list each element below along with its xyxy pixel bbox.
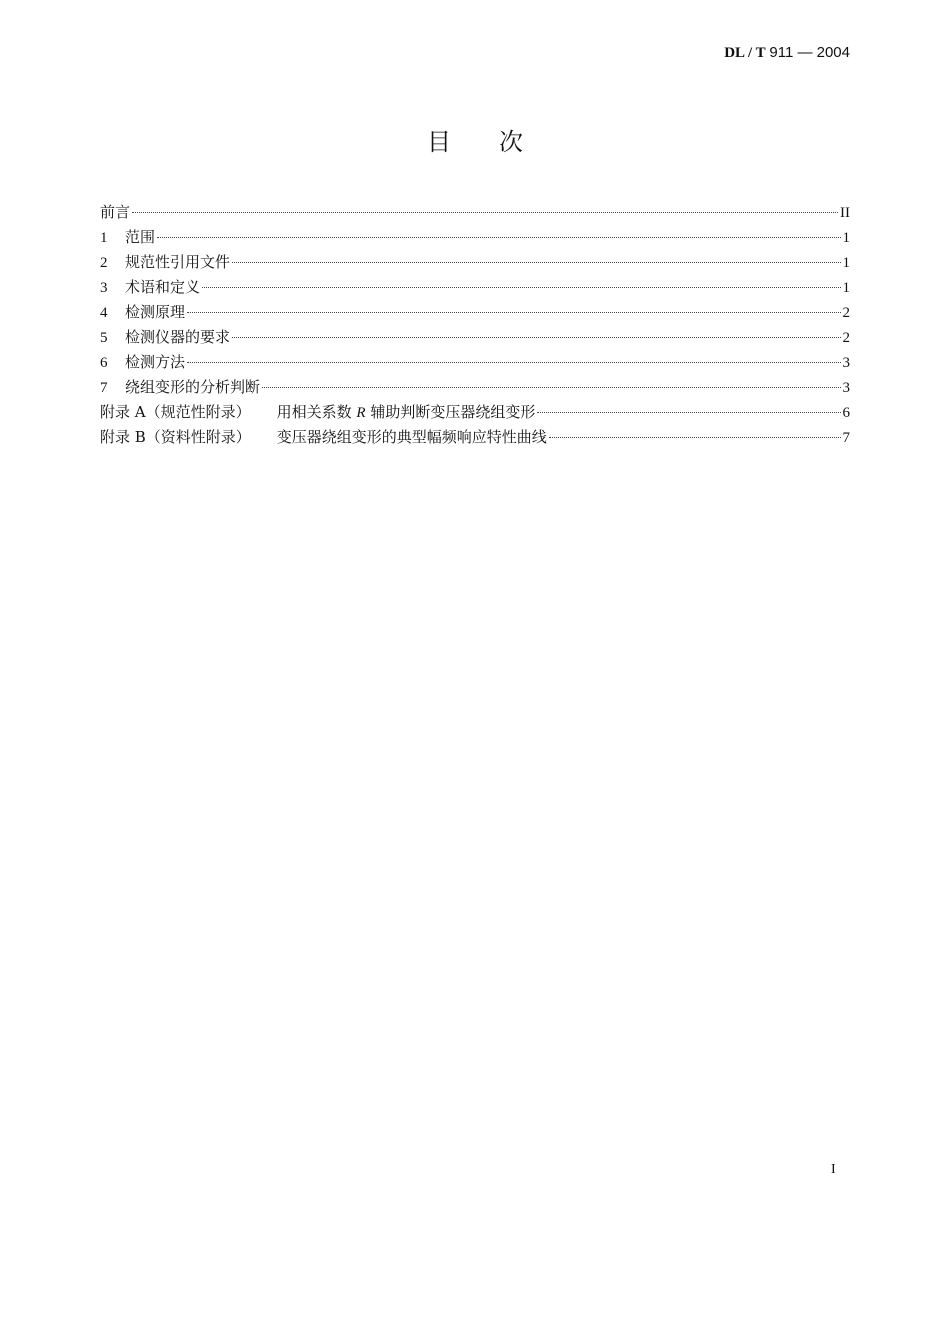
toc-section-number: 4 <box>100 305 108 321</box>
toc-entry-label: 用相关系数 <box>276 403 357 421</box>
toc-entry-label: 绕组变形的分析判断 <box>125 378 261 396</box>
document-code <box>724 44 850 62</box>
toc-page-number: 3 <box>842 355 850 371</box>
toc-entry-appendix-a[interactable] <box>100 402 850 427</box>
toc-section-number: 6 <box>100 355 108 371</box>
toc-page-number: 2 <box>842 305 850 321</box>
document-code-prefix: DL / T <box>724 45 766 61</box>
toc-section-number: 2 <box>100 255 108 271</box>
toc-dot-leader <box>157 236 840 238</box>
toc-page-number: 3 <box>842 380 850 396</box>
toc-page-number: 1 <box>842 230 850 246</box>
toc-page-number: 6 <box>842 405 850 421</box>
toc-entry-label: 检测仪器的要求 <box>125 328 231 346</box>
toc-dot-leader <box>187 361 840 363</box>
toc-section-number: 1 <box>100 230 108 246</box>
toc-page-number: II <box>840 205 850 221</box>
toc-entry-label-tail: 辅助判断变压器绕组变形 <box>365 403 536 421</box>
toc-entry-label: 变压器绕组变形的典型幅频响应特性曲线 <box>276 428 547 446</box>
toc-entry-7[interactable] <box>100 377 850 402</box>
toc-dot-leader <box>537 411 840 413</box>
table-of-contents <box>100 202 850 452</box>
toc-page-number: 1 <box>842 280 850 296</box>
toc-dot-leader <box>232 261 840 263</box>
toc-appendix-label: 附录 A（规范性附录） <box>100 403 251 421</box>
toc-entry-label: 前言 <box>100 203 131 221</box>
toc-entry-3[interactable] <box>100 277 850 302</box>
toc-appendix-label: 附录 B（资料性附录） <box>100 428 251 446</box>
toc-entry-label: 检测方法 <box>125 353 186 371</box>
toc-dot-leader <box>132 211 838 213</box>
document-code-number: 911 — 2004 <box>769 44 850 61</box>
toc-entry-foreword[interactable] <box>100 202 850 227</box>
toc-page-number: 2 <box>842 330 850 346</box>
toc-italic-symbol: R <box>356 405 366 421</box>
toc-entry-label: 范围 <box>125 228 156 246</box>
toc-entry-5[interactable] <box>100 327 850 352</box>
toc-dot-leader <box>549 436 841 438</box>
toc-entry-label: 规范性引用文件 <box>125 253 231 271</box>
toc-entry-6[interactable] <box>100 352 850 377</box>
page-title: 目次 <box>427 128 571 156</box>
toc-section-number: 3 <box>100 280 108 296</box>
toc-entry-1[interactable] <box>100 227 850 252</box>
toc-entry-2[interactable] <box>100 252 850 277</box>
toc-entry-4[interactable] <box>100 302 850 327</box>
toc-entry-label: 术语和定义 <box>125 278 201 296</box>
toc-dot-leader <box>187 311 840 313</box>
page-number: I <box>831 1162 836 1177</box>
toc-entry-appendix-b[interactable] <box>100 427 850 452</box>
toc-dot-leader <box>232 336 840 338</box>
toc-page-number: 1 <box>842 255 850 271</box>
toc-section-number: 7 <box>100 380 108 396</box>
toc-entry-label: 检测原理 <box>125 303 186 321</box>
toc-dot-leader <box>202 286 840 288</box>
toc-page-number: 7 <box>842 430 850 446</box>
toc-section-number: 5 <box>100 330 108 346</box>
toc-dot-leader <box>262 386 840 388</box>
